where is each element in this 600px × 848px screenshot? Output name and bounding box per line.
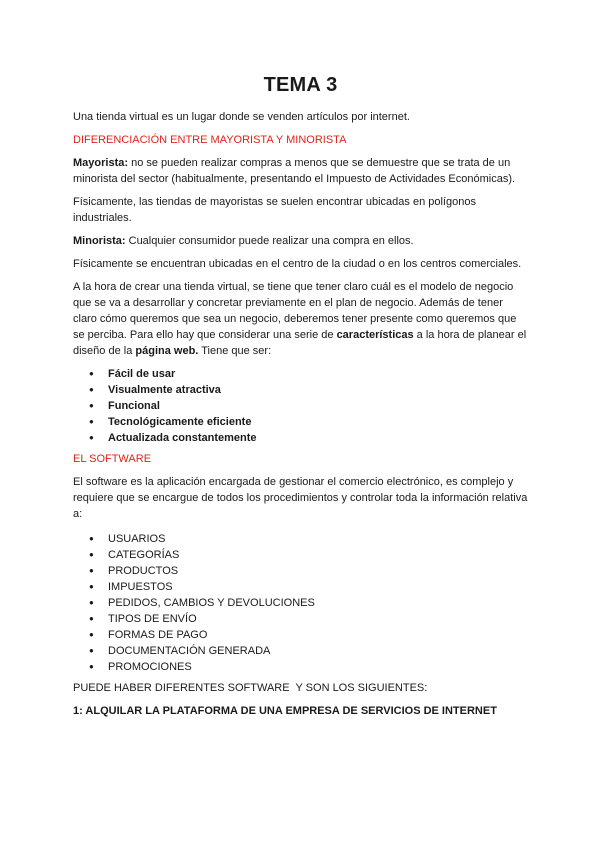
list-item: ● Funcional [73,398,528,414]
list-item: ● USUARIOS [73,531,528,547]
design-bold-caracteristicas: características [336,329,414,341]
section-heading-mayorista-minorista: DIFERENCIACIÓN ENTRE MAYORISTA Y MINORISTA [73,134,347,146]
option-1-text: 1: ALQUILAR LA PLATAFORMA DE UNA EMPRESA DE SERVICIOS DE INTERNET [73,705,497,717]
list-item: ● FORMAS DE PAGO [73,627,528,643]
software-types-intro: PUEDE HABER DIFERENTES SOFTWARE Y SON LOS SIGUIENTES: [73,682,428,694]
minorista-text: Cualquier consumidor puede realizar una compra en ellos. [125,235,414,247]
design-text-2: a la hora de planear el diseño de la [73,329,527,357]
minorista-paragraph [73,233,528,249]
intro-paragraph: Una tienda virtual es un lugar donde se venden artículos por internet. [73,111,410,123]
list-item: ● CATEGORÍAS [73,547,528,563]
list-item: ● Tecnológicamente eficiente [73,414,528,430]
list-item: ● PEDIDOS, CAMBIOS Y DEVOLUCIONES [73,595,528,611]
design-text-3: Tiene que ser: [198,345,272,357]
software-paragraph: El software es la aplicación encargada de gestionar el comercio electrónico, es complejo y requiere que se encargue de todos los procedimientos y controlar toda la información relativa a: [73,476,528,520]
list-item: ● IMPUESTOS [73,579,528,595]
list-item: ● Actualizada constantemente [73,430,528,446]
section-heading-software: EL SOFTWARE [73,453,152,465]
design-text-1: A la hora de crear una tienda virtual, se tiene que tener claro cuál es el modelo de negocio que se va a desarrollar y concretar previamente en el plan de negocio. Además de tener claro cómo queremos que sea un negocio, deberemos tener presente como queremos que se perciba. Para ello hay que considerar una serie de [73,281,517,341]
list-item: ● PRODUCTOS [73,563,528,579]
design-paragraph [73,279,528,359]
list-item: ● Visualmente atractiva [73,382,528,398]
option-1-heading [73,703,528,719]
page-title: TEMA 3 [263,74,338,96]
minorista-label: Minorista: [73,235,126,247]
document-content [73,74,528,726]
features-list [73,366,528,446]
list-item: ● TIPOS DE ENVÍO [73,611,528,627]
design-bold-pagina-web: página web. [135,345,199,357]
mayorista-text: no se pueden realizar compras a menos que se demuestre que se trata de un minorista del sector (habitualmente, presentando el Impuesto de Actividades Económicas). [73,157,516,185]
software-items-list [73,531,528,675]
minorista-location-paragraph: Físicamente se encuentran ubicadas en el centro de la ciudad o en los centros comerciales. [73,258,522,270]
list-item: ● PROMOCIONES [73,659,528,675]
mayorista-location-paragraph: Físicamente, las tiendas de mayoristas se suelen encontrar ubicadas en polígonos industriales. [73,196,476,224]
list-item: ● Fácil de usar [73,366,528,382]
mayorista-label: Mayorista: [73,157,129,169]
mayorista-paragraph [73,155,528,187]
list-item: ● DOCUMENTACIÓN GENERADA [73,643,528,659]
